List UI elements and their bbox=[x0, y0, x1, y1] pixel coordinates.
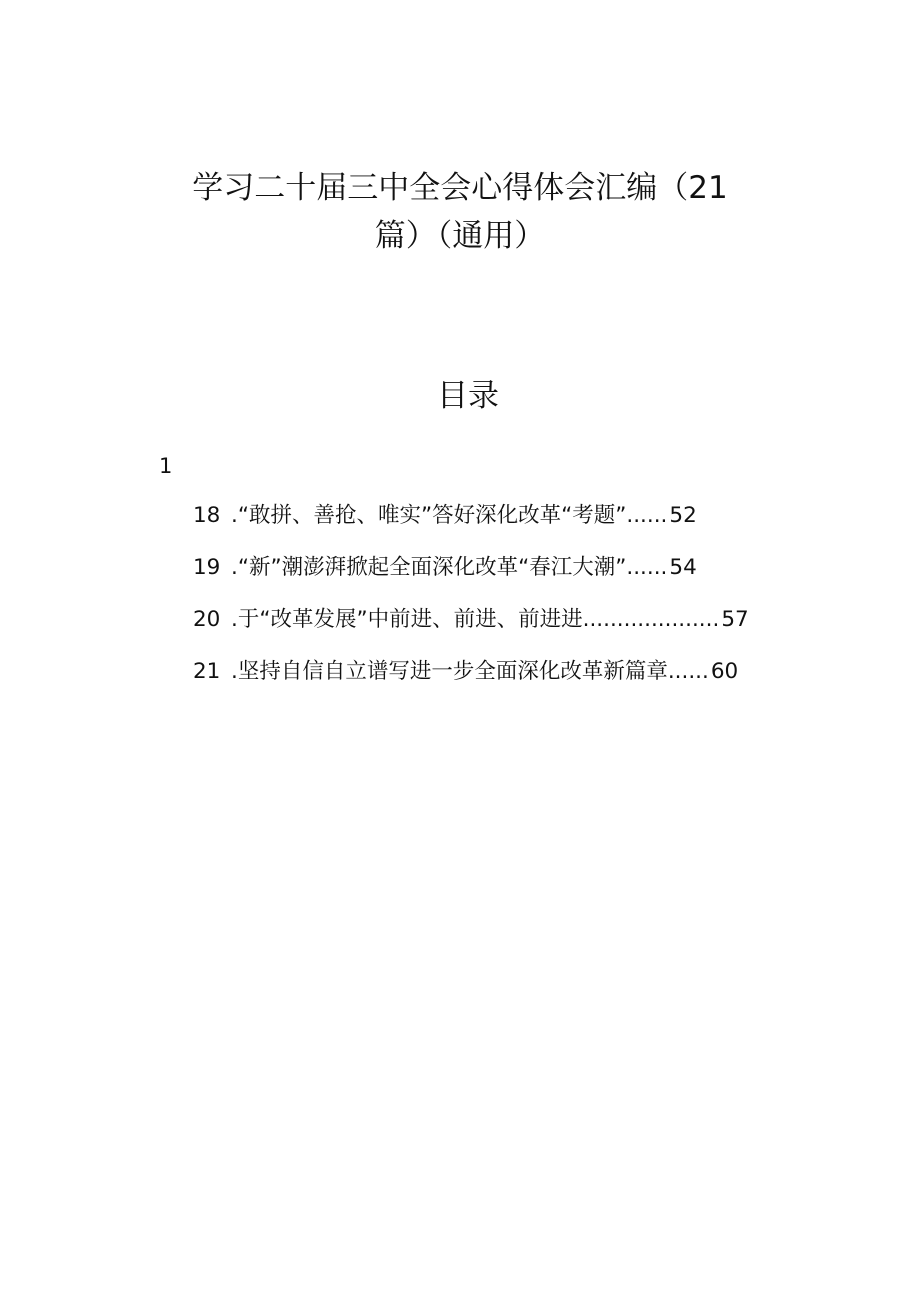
toc-item-title: .“新”潮澎湃掀起全面深化改革“春江大潮” bbox=[231, 555, 627, 580]
toc-item-number: 20 bbox=[193, 607, 221, 632]
toc-item-page: 52 bbox=[669, 503, 697, 528]
toc-item-leader: ...... bbox=[626, 503, 668, 528]
toc-item-leader: ...... bbox=[667, 659, 709, 684]
toc-item[interactable] bbox=[193, 656, 749, 708]
toc-item-number: 18 bbox=[193, 503, 221, 528]
toc-item-title: .于“改革发展”中前进、前进、前进进 bbox=[231, 607, 583, 632]
toc-item-leader: .................... bbox=[582, 607, 720, 632]
page-number: 1 bbox=[159, 454, 173, 478]
toc-item-leader: ...... bbox=[626, 555, 668, 580]
toc-list bbox=[193, 500, 749, 708]
toc-item-page: 57 bbox=[721, 607, 749, 632]
toc-heading: 目录 bbox=[437, 378, 499, 414]
toc-item[interactable] bbox=[193, 604, 749, 656]
toc-item[interactable] bbox=[193, 500, 749, 552]
document-title-line-2: 篇）（通用） bbox=[374, 218, 546, 254]
toc-item-page: 60 bbox=[710, 659, 739, 684]
toc-item-title: .坚持自信自立谱写进一步全面深化改革新篇章 bbox=[231, 659, 668, 684]
toc-item-number: 19 bbox=[193, 555, 221, 580]
document-title-line-1: 学习二十届三中全会心得体会汇编（21 bbox=[192, 170, 728, 206]
toc-item-page: 54 bbox=[669, 555, 697, 580]
toc-item-number: 21 bbox=[193, 659, 221, 684]
toc-item[interactable] bbox=[193, 552, 749, 604]
toc-item-title: .“敢拼、善抢、唯实”答好深化改革“考题” bbox=[231, 503, 627, 528]
